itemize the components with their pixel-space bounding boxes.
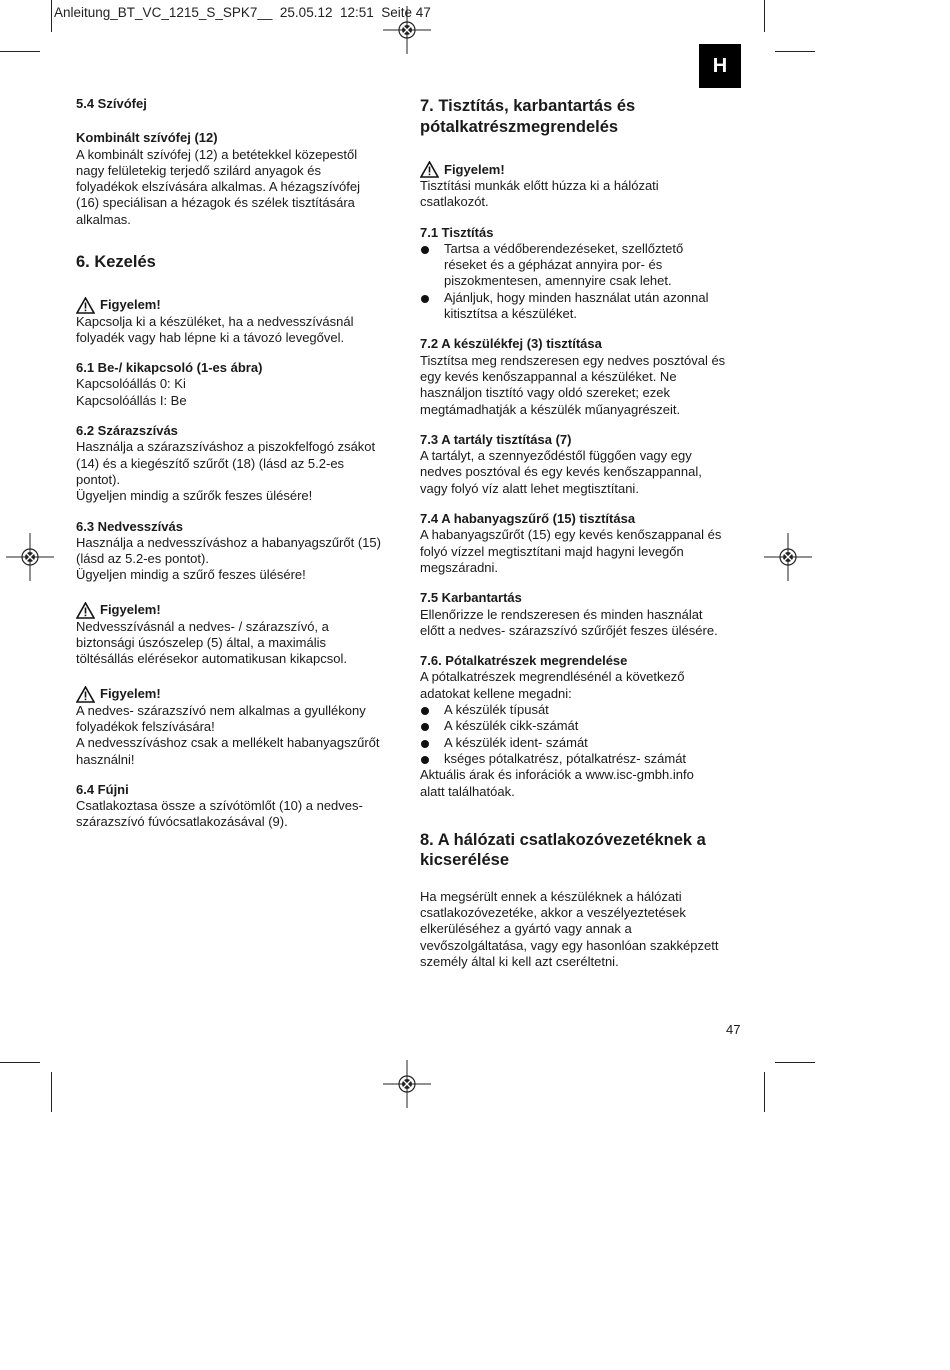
body-line: A nedvesszíváshoz csak a mellékelt habanyagszűrőt	[76, 735, 380, 751]
list-item	[420, 241, 745, 290]
warning-triangle-icon	[76, 686, 95, 703]
warning-label	[76, 297, 406, 314]
warning-triangle-icon	[76, 297, 95, 314]
body-line: Nedvesszívásnál a nedves- / szárazszívó, a	[76, 618, 329, 634]
body-line: Csatlakoztasa össze a szívótömlőt (10) a nedves-	[76, 798, 363, 814]
warning-triangle-icon	[420, 161, 439, 178]
body-line: alkalmas.	[76, 211, 131, 227]
body-line: pontot).	[76, 471, 121, 487]
crop-mark	[0, 51, 40, 52]
crop-mark	[0, 1062, 40, 1063]
body-line: Tisztítási munkák előtt húzza ki a hálózati	[420, 178, 659, 193]
section-heading: 7.5 Karbantartás	[420, 590, 522, 606]
body-line: Használja a szárazszíváshoz a piszokfelfogó zsákot	[76, 439, 376, 455]
section-heading: 6.3 Nedvesszívás	[76, 518, 183, 534]
body-line: Kapcsolóállás I: Be	[76, 392, 187, 408]
body-line: Ellenőrizze le rendszeresen és minden használat	[420, 606, 703, 622]
list-item: A készülék típusát	[420, 702, 745, 718]
body-line: (14) és a kiegészítő szűrőt (18) (lásd az 5.2-es	[76, 455, 345, 471]
body-line: elkerüléséhez a gyártó vagy annak a	[420, 921, 632, 937]
body-line: Aktuális árak és inforációk a www.isc-gmbh.info	[420, 767, 694, 783]
bullet-list	[420, 702, 745, 767]
body-line: csatlakozóvezetéke, akkor a veszélyeztetések	[420, 905, 686, 921]
chapter-heading: kicserélése	[420, 851, 510, 870]
language-tab: H	[699, 44, 741, 88]
section-heading: 7.6. Pótalkatrészek megrendelése	[420, 653, 628, 669]
section-heading: 6.4 Fújni	[76, 781, 129, 797]
body-line: folyadék vagy hab lépne ki a távozó levegővel.	[76, 329, 345, 345]
section-heading: 5.4 Szívófej	[76, 96, 147, 111]
body-line: vevőszolgáltatása, vagy egy hasonlóan szakképzett	[420, 937, 719, 953]
list-item	[420, 290, 745, 323]
body-line: (16) speciálisan a hézagok és szélek tisztítására	[76, 195, 355, 211]
body-line: csatlakozót.	[420, 194, 489, 210]
body-line: A tartályt, a szennyeződéstől függően vagy egy	[420, 448, 692, 464]
section-heading: 7.4 A habanyagszűrő (15) tisztítása	[420, 511, 636, 527]
body-line: A habanyagszűrőt (15) egy kevés kenőszappanal és	[420, 527, 722, 543]
crop-mark	[775, 51, 815, 52]
registration-mark-icon	[383, 1060, 431, 1108]
body-line: alatt találhatóak.	[420, 783, 515, 799]
body-line: piszokmentesen, amennyire csak lehet.	[444, 273, 672, 289]
list-item: A készülék cikk-számát	[420, 718, 745, 734]
body-line: vagy folyó víz alatt lehet megtisztítani.	[420, 480, 639, 496]
body-line: egy kevés kenőszappannal a készüléket. Ne	[420, 368, 677, 384]
page-number: 47	[726, 1022, 741, 1037]
body-line: töltésállás elérésekor automatikusan kikapcsol.	[76, 651, 347, 667]
print-header: Anleitung_BT_VC_1215_S_SPK7__ 25.05.12 12:51 Seite 47	[54, 5, 431, 20]
section-heading: 7.1 Tisztítás	[420, 224, 494, 240]
chapter-heading: 8. A hálózati csatlakozóvezetéknek a	[420, 830, 706, 849]
body-line: Kapcsolja ki a készüléket, ha a nedvesszívásnál	[76, 313, 354, 329]
bullet-list	[420, 241, 745, 322]
body-line: folyadékok felszívására!	[76, 718, 215, 734]
registration-mark-icon	[6, 533, 54, 581]
chapter-heading: 6. Kezelés	[76, 253, 156, 272]
body-line: szárazszívó fúvócsatlakozásával (9).	[76, 814, 288, 830]
body-line: nedves posztóval és egy kevés kenőszappannal,	[420, 464, 702, 480]
body-line: Ügyeljen mindig a szűrők feszes ülésére!	[76, 488, 313, 504]
body-line: megszáradni.	[420, 559, 499, 575]
warning-label	[420, 161, 745, 178]
body-line: biztonsági úszószelep (5) által, a maximális	[76, 635, 326, 651]
body-line: adatokat kellene megadni:	[420, 685, 572, 701]
body-line: Ügyeljen mindig a szűrő feszes ülésére!	[76, 567, 306, 583]
crop-mark	[764, 1072, 765, 1112]
warning-text: Figyelem!	[444, 161, 505, 177]
warning-label	[76, 686, 406, 703]
warning-text: Figyelem!	[100, 686, 161, 702]
right-column	[420, 96, 745, 970]
body-line: (lásd az 5.2-es pontot).	[76, 551, 209, 567]
body-line: A kombinált szívófej (12) a betétekkel közepestől	[76, 146, 358, 162]
body-line: Tisztítsa meg rendszeresen egy nedves posztóval és	[420, 352, 726, 368]
body-line: nagy felületekig terjedő szilárd anyagok és	[76, 162, 321, 178]
left-column	[76, 96, 406, 831]
chapter-heading: 7. Tisztítás, karbantartás és	[420, 97, 636, 115]
registration-mark-icon	[764, 533, 812, 581]
body-line: A pótalkatrészek megrendlésénél a következő	[420, 669, 685, 685]
warning-triangle-icon	[76, 602, 95, 619]
section-heading: 6.2 Szárazszívás	[76, 423, 178, 439]
list-item: A készülék ident- számát	[420, 735, 745, 751]
section-heading: 6.1 Be-/ kikapcsoló (1-es ábra)	[76, 360, 263, 376]
body-line: kitisztítsa a készüléket.	[444, 306, 577, 322]
crop-mark	[51, 0, 52, 32]
body-line: személy által ki kell azt cseréltetni.	[420, 953, 619, 969]
crop-mark	[775, 1062, 815, 1063]
list-item: kséges pótalkatrész, pótalkatrész- számát	[420, 751, 745, 767]
registration-mark-icon	[383, 6, 431, 54]
body-line: A nedves- szárazszívó nem alkalmas a gyullékony	[76, 702, 366, 718]
crop-mark	[51, 1072, 52, 1112]
body-line: folyó vízzel megtisztítani majd hagyni levegőn	[420, 543, 684, 559]
subsection-heading: Kombinált szívófej (12)	[76, 130, 218, 146]
body-line: Ajánljuk, hogy minden használat után azonnal	[444, 289, 709, 305]
body-line: megtámadhatják a készülék műanyagrészeit.	[420, 401, 681, 417]
body-line: használjon tisztító vagy oldó szereket; ezek	[420, 385, 671, 401]
chapter-heading: pótalkatrészmegrendelés	[420, 117, 619, 136]
section-heading: 7.2 A készülékfej (3) tisztítása	[420, 336, 602, 352]
body-line: Kapcsolóállás 0: Ki	[76, 376, 186, 392]
section-heading: 7.3 A tartály tisztítása (7)	[420, 431, 572, 447]
body-line: réseket és a gépházat annyira por- és	[444, 257, 663, 273]
body-line: Tartsa a védőberendezéseket, szellőztető	[444, 240, 684, 256]
body-line: előtt a nedves- szárazszívó szűrőjét feszes ülésére.	[420, 622, 718, 638]
crop-mark	[764, 0, 765, 32]
body-line: használni!	[76, 751, 135, 767]
body-line: Ha megsérült ennek a készüléknek a hálózati	[420, 888, 682, 904]
warning-text: Figyelem!	[100, 602, 161, 618]
warning-label	[76, 602, 406, 619]
body-line: folyadékok elszívására alkalmas. A hézagszívófej	[76, 179, 360, 195]
warning-text: Figyelem!	[100, 297, 161, 313]
body-line: Használja a nedvesszíváshoz a habanyagszűrőt (15)	[76, 534, 381, 550]
